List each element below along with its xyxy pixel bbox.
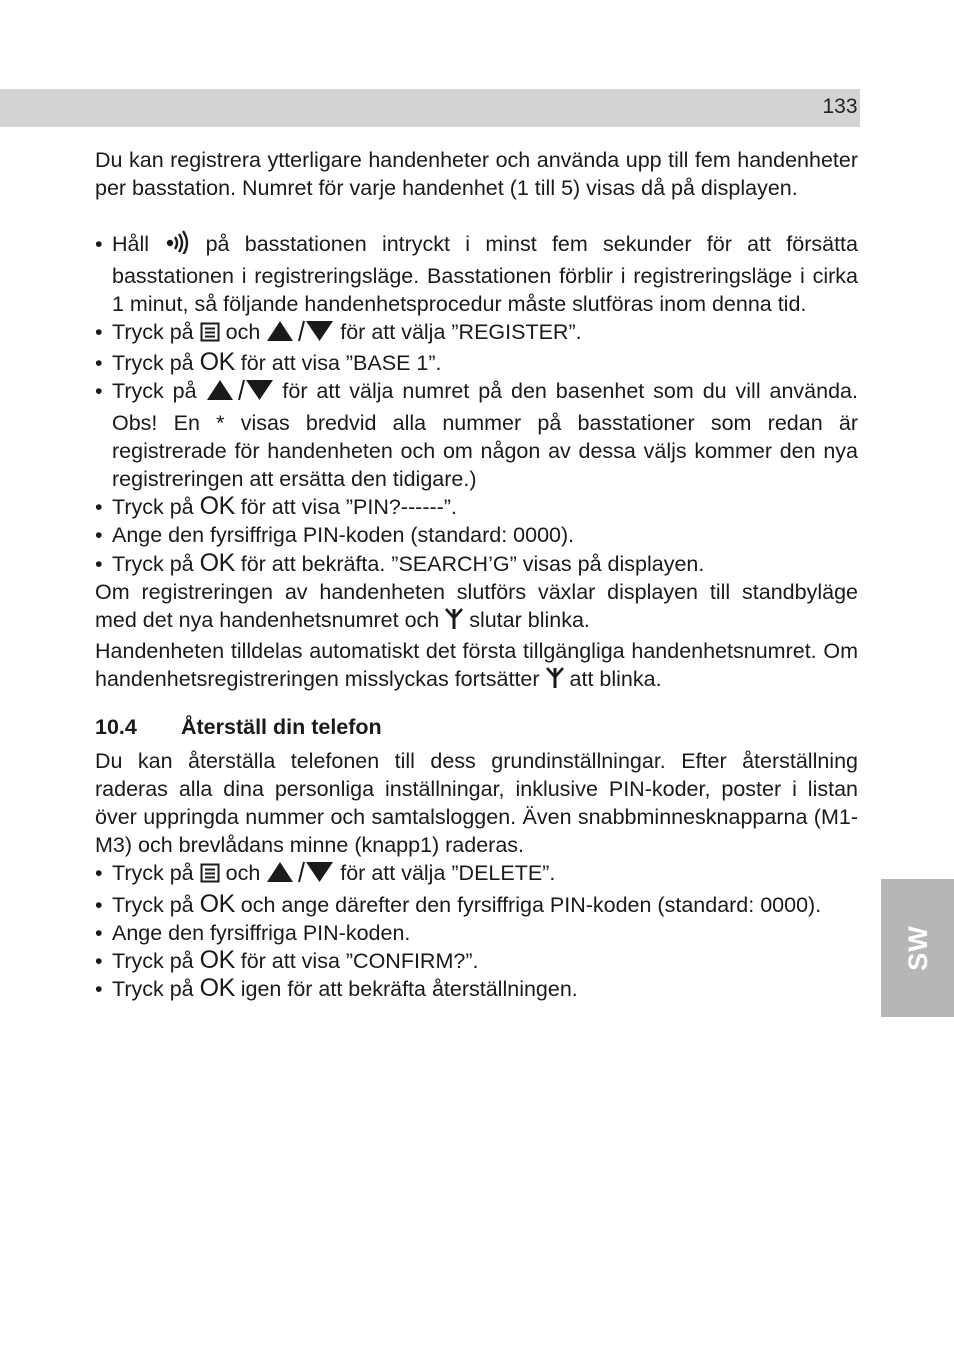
list-item: • Tryck på OK för att visa ”CONFIRM?”.	[95, 947, 858, 975]
section-number: 10.4	[95, 714, 137, 739]
header-band	[0, 89, 860, 127]
paging-signal-icon	[164, 230, 190, 261]
up-down-arrows-icon	[266, 320, 334, 349]
ok-key: OK	[199, 492, 235, 521]
list-item: • Ange den fyrsiffriga PIN-koden (standard: 0000).	[95, 521, 858, 549]
ok-key: OK	[199, 548, 235, 577]
intro-paragraph: Du kan registrera ytterligare handenheter och använda upp till fem handenheter per basstation. Numret för varje handenhet (1 till 5) visas då på displayen.	[95, 148, 858, 201]
reset-intro-paragraph: Du kan återställa telefonen till dess grundinställningar. Efter återställning raderas alla dina personliga inställningar, inklusive PIN-koder, poster i listan över uppringda nummer och samtalsloggen. Även snabbminnesknapparna (M1-M3) och brevlådans minne (knapp1) raderas.	[95, 748, 858, 858]
section-title: Återställ din telefon	[181, 714, 382, 739]
antenna-icon	[546, 667, 564, 696]
ok-key: OK	[199, 974, 235, 1003]
list-item: • Tryck på för att välja numret på den basenhet som du vill använda. Obs! En * visas bredvid alla nummer på basstationer som redan är registrerade för handenheten och om någon av dessa väljs kommer den nya registreringen att ersätta den tidigare.)	[95, 377, 858, 493]
page-number: 133	[822, 95, 858, 118]
list-item: • Tryck på OK för att visa ”BASE 1”.	[95, 349, 858, 377]
register-steps	[95, 230, 858, 577]
success-paragraph: Om registreringen av handenheten slutförs växlar displayen till standbyläge med det nya handenhetsnumret och slutar blinka.	[95, 578, 858, 637]
menu-icon	[200, 321, 220, 349]
ok-key: OK	[199, 889, 235, 918]
list-item: • Tryck på OK för att bekräfta. ”SEARCH’G” visas på displayen.	[95, 550, 858, 578]
reset-steps	[95, 859, 858, 1003]
ok-key: OK	[199, 946, 235, 975]
ok-key: OK	[199, 348, 235, 377]
antenna-icon	[445, 608, 463, 637]
up-down-arrows-icon	[266, 861, 334, 890]
list-item: • Tryck på och för att välja ”DELETE”.	[95, 859, 858, 890]
language-tab-label: SW	[902, 925, 933, 971]
list-item: • Tryck på OK och ange därefter den fyrsiffriga PIN-koden (standard: 0000).	[95, 891, 858, 919]
list-item: • Tryck på OK igen för att bekräfta återställningen.	[95, 975, 858, 1003]
auto-number-paragraph: Handenheten tilldelas automatiskt det första tillgängliga handenhetsnumret. Om handenhetsregistreringen misslyckas fortsätter att blinka.	[95, 637, 858, 696]
page-content	[95, 146, 858, 1003]
section-heading	[95, 713, 858, 741]
language-tab	[881, 879, 954, 1017]
list-item: • Ange den fyrsiffriga PIN-koden.	[95, 919, 858, 947]
up-down-arrows-icon	[206, 379, 274, 408]
menu-icon	[200, 862, 220, 890]
list-item: • Tryck på OK för att visa ”PIN?------”.	[95, 493, 858, 521]
list-item: • Håll på basstationen intryckt i minst fem sekunder för att försätta basstationen i registreringsläge. Basstationen förblir i registreringsläge i cirka 1 minut, så följande handenhetsprocedur måste slutföras inom denna tid.	[95, 230, 858, 318]
list-item: • Tryck på och för att välja ”REGISTER”.	[95, 318, 858, 349]
